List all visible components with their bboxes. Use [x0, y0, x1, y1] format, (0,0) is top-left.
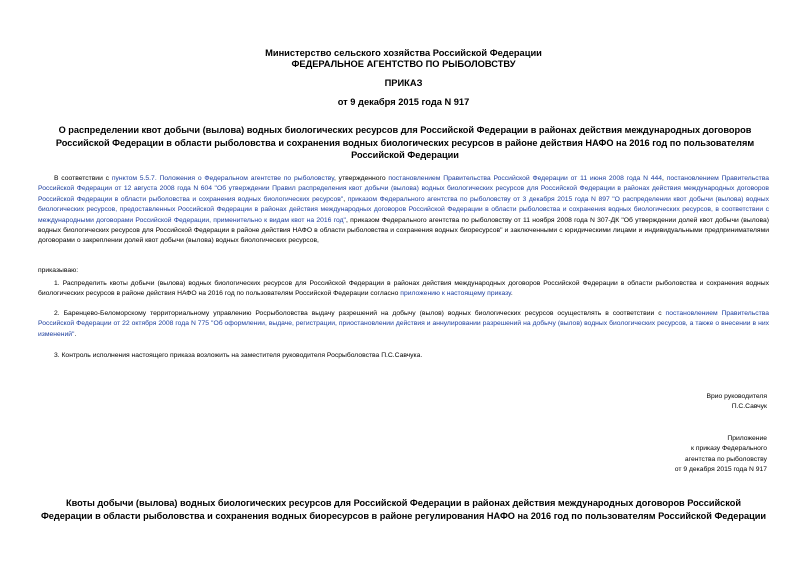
appendix-line-3: агентства по рыболовству — [684, 455, 767, 463]
item-2-end: . — [74, 330, 77, 338]
item-2-text: 2. Баренцево-Беломорскому территориальному управлению Росрыболовства выдачу разрешений на добычу (вылов) водных биологических ресурсов осуществлять в соответствии с — [54, 310, 666, 317]
preamble-text-4: , — [343, 195, 348, 203]
preamble-text-5: , приказом Федерального агентства по рыболовству от 11 ноября 2008 года N 307-ДК "Об утверждении долей квот добычи (вылова) водных биологических ресурсов для Российской Федерации в районе действия НАФО в области рыболовства и сохранения водных биоресурсов" и заключенными с юридическими лицами и индивидуальными предпринимателями договорами о закреплении долей квот добычи (вылова) водных биологических ресурсов, — [38, 216, 769, 245]
document-type: ПРИКАЗ — [384, 78, 423, 88]
item-1-paragraph — [38, 279, 769, 300]
link-government-decree-444[interactable]: постановлением Правительства Российской Федерации от 11 июня 2008 года N 444 — [388, 175, 663, 182]
appendix-block — [675, 434, 767, 476]
appendix-label: Приложение — [727, 435, 767, 442]
preamble-text-3: , — [662, 175, 667, 182]
signature-name: П.С.Савчук — [731, 403, 767, 411]
item-1-end: . — [510, 290, 513, 298]
signature-position: Врио руководителя — [706, 393, 767, 400]
item-2-paragraph — [38, 309, 769, 340]
page-title: О распределении квот добычи (вылова) водных биологических ресурсов для Российской Федерации в районах действия международных договоров Российской Федерации в области рыболовства и сохранения водных биологических ресурсов в районе действия НАФО на 2016 год по пользователям Российской Федерации — [55, 125, 755, 160]
link-order-897[interactable]: приказом Федерального агентства по рыболовству от 3 декабря 2015 года N 897 "О распределении квот добычи (вылова) водных биологических ресурсов, предоставленных Российской Федерации в районах действия международных договоров Российской Федерации в области рыболовства и сохранения водных биологических ресурсов, в соответствии с международными договорами Российской Федерации, применительно к видам квот на 2016 год" — [38, 195, 769, 224]
item-3-paragraph: 3. Контроль исполнения настоящего приказа возложить на заместителя руководителя Росрыболовства П.С.Савчука. — [54, 352, 423, 359]
order-word: приказываю: — [38, 267, 79, 274]
preamble-text-2: , утвержденного — [333, 175, 389, 182]
appendix-title: Квоты добычи (вылова) водных биологических ресурсов для Российской Федерации в районах действия международных договоров Российской Федерации в области рыболовства и сохранения водных биоресурсов в районе регулирования НАФО на 2016 год по пользователям Российской Федерации — [40, 498, 767, 521]
link-appendix[interactable]: приложению к настоящему приказу — [400, 290, 511, 298]
link-government-decree-604[interactable]: постановлением Правительства Российской Федерации от 12 августа 2008 года N 604 "Об утверждении Правил распределения квот добычи (вылова) водных биологических ресурсов для Российской Федерации в районах действия международных договоров Российской Федерации в области рыболовства и сохранения водных биологических ресурсов" — [38, 175, 769, 203]
link-government-decree-775[interactable]: постановлением Правительства Российской Федерации от 22 октября 2008 года N 775 "Об оформлении, выдаче, регистрации, приостановлении действия и аннулировании разрешений на добычу (вылов) водных биологических ресурсов, а также о внесении в них изменений" — [38, 310, 769, 338]
document-date: от 9 декабря 2015 года N 917 — [337, 97, 470, 107]
signature-block — [707, 392, 767, 413]
appendix-line-4: от 9 декабря 2015 года N 917 — [674, 466, 767, 474]
agency-name: ФЕДЕРАЛЬНОЕ АГЕНТСТВО ПО РЫБОЛОВСТВУ — [291, 59, 516, 69]
preamble-text-1: В соответствии с — [54, 175, 112, 182]
appendix-line-2: к приказу Федерального — [690, 445, 767, 453]
preamble-paragraph — [38, 174, 769, 247]
ministry-name: Министерство сельского хозяйства Российской Федерации — [265, 48, 542, 58]
link-regulation-clause[interactable]: пунктом 5.5.7. Положения о Федеральном агентстве по рыболовству — [111, 175, 334, 182]
item-1-text: 1. Распределить квоты добычи (вылова) водных биологических ресурсов для Российской Федерации в районах действия международных договоров Российской Федерации в области рыболовства и сохранения водных биологических ресурсов в районе действия НАФО на 2016 год по пользователям Российской Федерации согласно — [38, 280, 769, 298]
